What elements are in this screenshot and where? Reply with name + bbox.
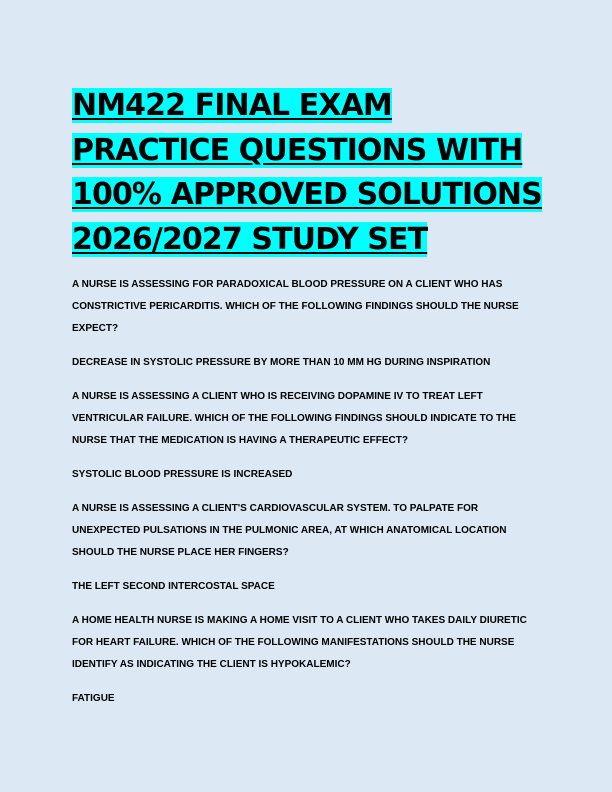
answer-text: THE LEFT SECOND INTERCOSTAL SPACE	[72, 581, 275, 592]
question-item	[72, 610, 542, 710]
question-text: A NURSE IS ASSESSING A CLIENT'S CARDIOVASCULAR SYSTEM. TO PALPATE FOR UNEXPECTED PULSATIONS IN THE PULMONIC AREA, AT WHICH ANATOMICAL LOCATION SHOULD THE NURSE PLACE HER FINGERS?	[72, 503, 507, 558]
document-title	[72, 84, 542, 262]
question-text: A NURSE IS ASSESSING FOR PARADOXICAL BLOOD PRESSURE ON A CLIENT WHO HAS CONSTRICTIVE PERICARDITIS. WHICH OF THE FOLLOWING FINDINGS SHOULD THE NURSE EXPECT?	[72, 279, 519, 334]
question-item	[72, 386, 542, 486]
answer-text: SYSTOLIC BLOOD PRESSURE IS INCREASED	[72, 469, 293, 480]
question-list	[72, 274, 542, 710]
answer-text: DECREASE IN SYSTOLIC PRESSURE BY MORE THAN 10 MM HG DURING INSPIRATION	[72, 357, 491, 368]
question-text: A HOME HEALTH NURSE IS MAKING A HOME VISIT TO A CLIENT WHO TAKES DAILY DIURETIC FOR HEART FAILURE. WHICH OF THE FOLLOWING MANIFESTATIONS SHOULD THE NURSE IDENTIFY AS INDICATING THE CLIENT IS HYPOKALEMIC?	[72, 615, 527, 670]
answer-text: FATIGUE	[72, 693, 115, 704]
question-item	[72, 274, 542, 374]
document-title-text: NM422 FINAL EXAM PRACTICE QUESTIONS WITH 100% APPROVED SOLUTIONS 2026/2027 STUDY SET	[72, 88, 542, 257]
question-text: A NURSE IS ASSESSING A CLIENT WHO IS RECEIVING DOPAMINE IV TO TREAT LEFT VENTRICULAR FAILURE. WHICH OF THE FOLLOWING FINDINGS SHOULD INDICATE TO THE NURSE THAT THE MEDICATION IS HAVING A THERAPEUTIC EFFECT?	[72, 391, 517, 446]
question-item	[72, 498, 542, 598]
